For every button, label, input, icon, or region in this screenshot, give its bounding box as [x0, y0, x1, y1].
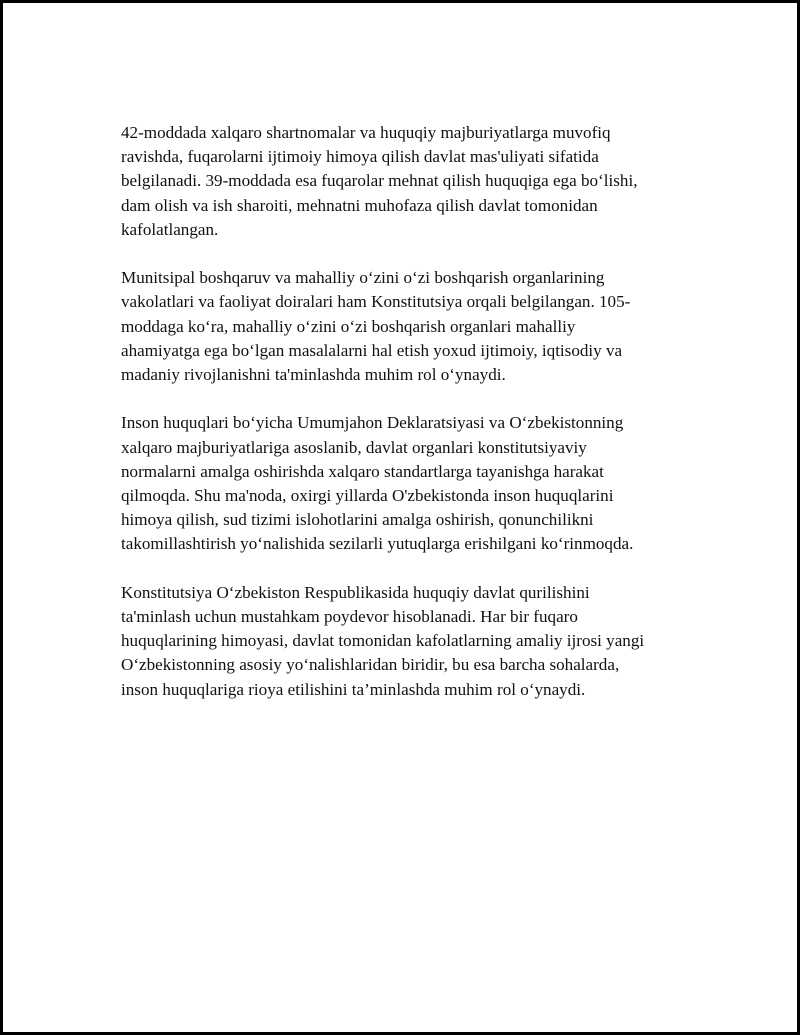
text-line: dam olish va ish sharoiti, mehnatni muhofaza qilish davlat tomonidan [121, 195, 598, 215]
text-line: qilmoqda. Shu ma'noda, oxirgi yillarda O'zbekistonda inson huquqlarini [121, 486, 614, 506]
text-line: Inson huquqlari bo‘yicha Umumjahon Deklaratsiyasi va O‘zbekistonning [121, 413, 624, 433]
text-line: Konstitutsiya O‘zbekiston Respublikasida huquqiy davlat qurilishini [121, 582, 590, 602]
text-line: himoya qilish, sud tizimi islohotlarini amalga oshirish, qonunchilikni [121, 510, 594, 530]
text-line: ta'minlash uchun mustahkam poydevor hisoblanadi. Har bir fuqaro [121, 607, 578, 627]
text-line: belgilanadi. 39-moddada esa fuqarolar mehnat qilish huquqiga ega bo‘lishi, [121, 171, 638, 191]
text-line: inson huquqlariga rioya etilishini ta’minlashda muhim rol o‘ynaydi. [121, 679, 586, 699]
text-line: huquqlarining himoyasi, davlat tomonidan kafolatlarning amaliy ijrosi yangi [121, 631, 645, 651]
paragraph-human-rights [121, 411, 701, 556]
text-line: vakolatlari va faoliyat doiralari ham Konstitutsiya orqali belgilangan. 105- [121, 292, 631, 312]
text-line: kafolatlangan. [121, 219, 219, 239]
text-line: ahamiyatga ega bo‘lgan masalalarni hal etish yoxud ijtimoiy, iqtisodiy va [121, 340, 623, 360]
text-line: normalarni amalga oshirishda xalqaro standartlarga tayanishga harakat [121, 461, 604, 481]
text-line: Munitsipal boshqaruv va mahalliy o‘zini o‘zi boshqarish organlarining [121, 268, 605, 288]
text-line: xalqaro majburiyatlariga asoslanib, davlat organlari konstitutsiyaviy [121, 437, 587, 457]
paragraph-social-protection [121, 121, 701, 242]
paragraph-local-self-government [121, 266, 701, 387]
text-line: madaniy rivojlanishni ta'minlashda muhim rol o‘ynaydi. [121, 365, 506, 385]
text-line: O‘zbekistonning asosiy yo‘nalishlaridan biridir, bu esa barcha sohalarda, [121, 655, 620, 675]
document-body [121, 121, 701, 726]
paragraph-constitution-foundation [121, 581, 701, 702]
text-line: 42-moddada xalqaro shartnomalar va huquqiy majburiyatlarga muvofiq [121, 123, 611, 142]
text-line: ravishda, fuqarolarni ijtimoiy himoya qilish davlat mas'uliyati sifatida [121, 147, 599, 167]
text-line: moddaga ko‘ra, mahalliy o‘zini o‘zi boshqarish organlari mahalliy [121, 316, 576, 336]
text-line: takomillashtirish yo‘nalishida sezilarli yutuqlarga erishilgani ko‘rinmoqda. [121, 534, 634, 554]
